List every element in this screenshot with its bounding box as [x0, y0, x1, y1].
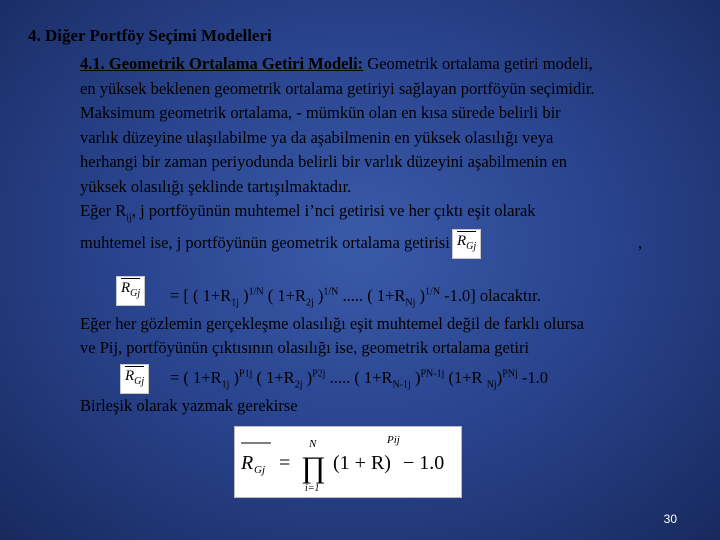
line-birlesik: Birleşik olarak yazmak gerekirse — [80, 396, 298, 415]
page-number: 30 — [663, 512, 677, 526]
equation-1: = [ ( $1+R_{1j}$ )$^{1/N}$ ( $1+R_{2j}$ )$^{1/N}$ ..... ( $1+R_{Nj}$ )$^{1/N}$ -1.0] olacaktır. — [170, 286, 541, 309]
slide-body — [80, 52, 698, 255]
section-text: Geometrik ortalama getiri modeli, — [363, 54, 593, 73]
formula-factor: (1 + R) — [333, 452, 391, 474]
body-line-3: varlık düzeyine ulaşılabilme ya da aşabilmenin en yüksek olasılığı veya — [80, 127, 554, 147]
eger-sub: ij — [126, 212, 132, 224]
slide-title: 4. Diğer Portföy Seçimi Modelleri — [28, 26, 272, 45]
rgj-inline-formula: $R_{Gj}$ — [452, 229, 481, 259]
rgj-formula-2: $R_{Gj}$ — [120, 364, 149, 394]
formula-prod-bottom: i=1 — [305, 483, 320, 494]
muhtemel-line — [80, 231, 698, 256]
body-line-4: herhangi bir zaman periyodunda belirli bir varlık düzeyini aşabilmenin en — [80, 152, 568, 171]
product-formula — [234, 426, 462, 498]
formula-lhs-sub: Gj — [254, 464, 265, 476]
section-line — [80, 52, 698, 77]
formula-eq: = — [279, 452, 291, 474]
eger-text-b: , j portföyünün muhtemel i’nci getirisi ve her çıktı eşit olarak — [131, 201, 536, 220]
body-line-2: Maksimum geometrik ortalama, - mümkün olan en kısa sürede belirli bir — [80, 103, 561, 122]
equation-2: = ( $1+R_{1j}$ )$^{P1j}$ ( $1+R_{2j}$ )$^{P2j}$ ..... ( $1+R_{N-1j}$ )$^{PN-1j}$ (1+R $_{Nj}$)$^{PNj}$ -1.0 — [170, 368, 548, 391]
eger-text-a: Eğer R — [80, 201, 127, 220]
product-symbol: ∏ — [301, 451, 326, 484]
formula-tail: − 1.0 — [403, 452, 445, 474]
formula-lhs: R — [241, 452, 254, 474]
product-formula-svg — [235, 427, 461, 497]
eger-line — [80, 199, 698, 231]
line-ve: ve Pij, portföyünün çıktısının olasılığı ise, geometrik ortalama getiri — [80, 338, 530, 357]
comma: , — [638, 232, 643, 252]
rgj-formula-1: $R_{Gj}$ — [116, 276, 145, 306]
muhtemel-text: muhtemel ise, j portföyünün geometrik ortalama getirisi — [80, 232, 450, 252]
body-line-1: en yüksek beklenen geometrik ortalama getiriyi sağlayan portföyün seçimidir. — [80, 78, 595, 98]
formula-exp: Pij — [387, 434, 400, 446]
formula-prod-top: N — [309, 438, 317, 450]
section-heading: 4.1. Geometrik Ortalama Getiri Modeli: — [80, 54, 364, 73]
line-eger-2: Eğer her gözlemin gerçekleşme olasılığı eşit muhtemel değil de farklı olursa — [80, 314, 584, 333]
body-line-5: yüksek olasılığı şeklinde tartışılmaktadır. — [80, 176, 352, 196]
